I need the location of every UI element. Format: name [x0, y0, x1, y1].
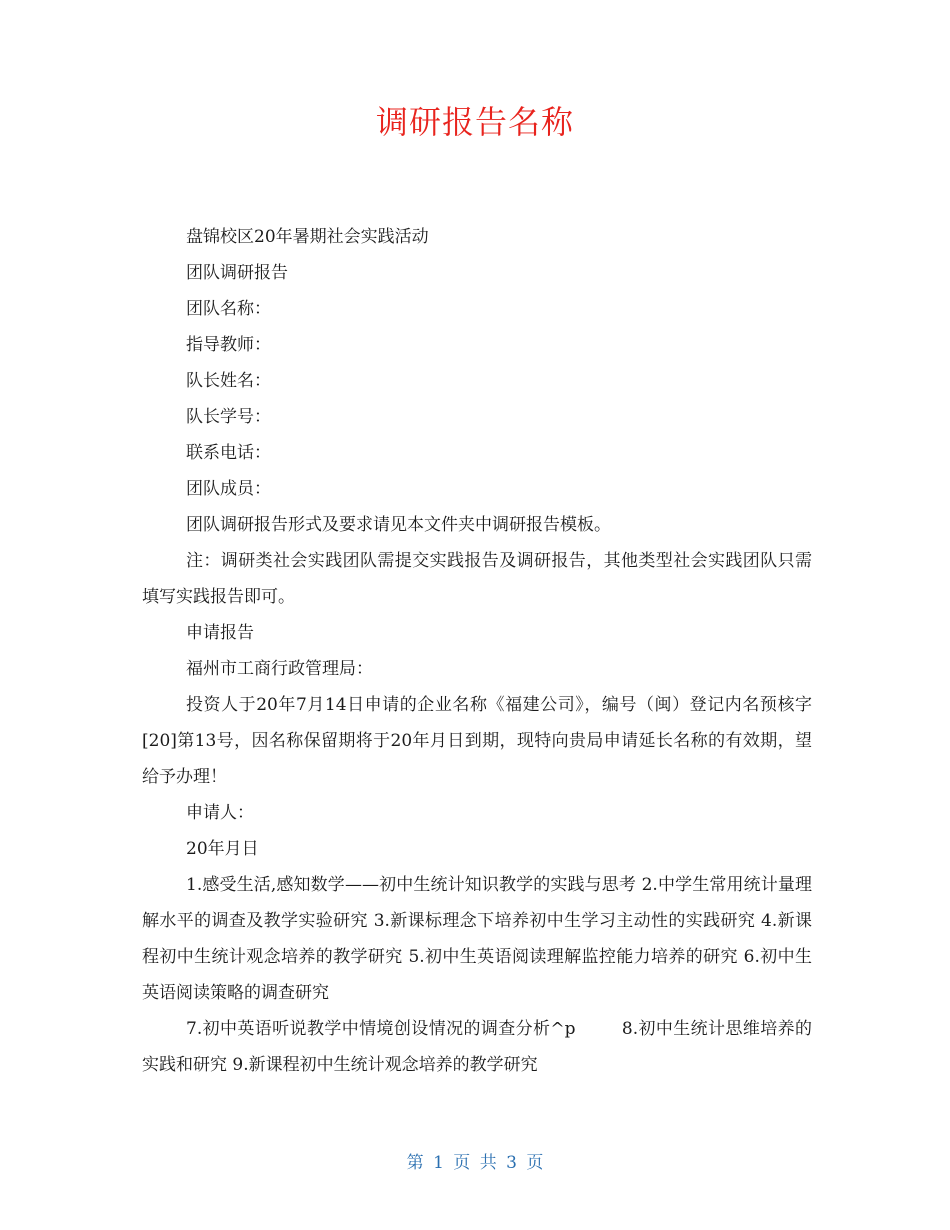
paragraph-members: 团队成员：: [186, 479, 271, 499]
paragraph-addressee: 福州市工商行政管理局：: [186, 659, 373, 679]
paragraph-team-name: 团队名称：: [186, 299, 271, 319]
paragraph-advisor: 指导教师：: [186, 335, 271, 355]
paragraph-leader-name: 队长姓名：: [186, 371, 271, 391]
paragraph-team-report: 团队调研报告: [186, 263, 288, 283]
page-number-label: 第 1 页 共 3 页: [406, 1153, 544, 1173]
paragraph-format-note: 团队调研报告形式及要求请见本文件夹中调研报告模板。: [186, 515, 611, 535]
paragraph-topic-list-1: 1.感受生活,感知数学——初中生统计知识教学的实践与思考 2.中学生常用统计量理解水平的调查及教学实验研究 3.新课标理念下培养初中生学习主动性的实践研究 4.新课程初中生统计观念培养的教学研究 5.初中生英语阅读理解监控能力培养的研究 6.初中生英语阅读策略的调查研究: [142, 875, 812, 1003]
paragraph-remark: 注：调研类社会实践团队需提交实践报告及调研报告，其他类型社会实践团队只需填写实践报告即可。: [142, 551, 812, 607]
page-footer: [0, 1149, 950, 1177]
paragraph-applicant: 申请人：: [186, 803, 254, 823]
document-body: [142, 219, 812, 1083]
page-title: 调研报告名称: [375, 103, 574, 141]
paragraph-topic-list-2: 7.初中英语听说教学中情境创设情况的调查分析^p 8.初中生统计思维培养的实践和研究 9.新课程初中生统计观念培养的教学研究: [142, 1019, 812, 1075]
paragraph-application-heading: 申请报告: [186, 623, 254, 643]
paragraph-application-body: 投资人于20年7月14日申请的企业名称《福建公司》，编号（闽）登记内名预核字[20]第13号，因名称保留期将于20年月日到期，现特向贵局申请延长名称的有效期，望给予办理！: [142, 695, 812, 787]
paragraph-date: 20年月日: [186, 839, 259, 859]
paragraph-phone: 联系电话：: [186, 443, 271, 463]
paragraph-leader-id: 队长学号：: [186, 407, 271, 427]
paragraph-campus-activity: 盘锦校区20年暑期社会实践活动: [186, 227, 429, 247]
